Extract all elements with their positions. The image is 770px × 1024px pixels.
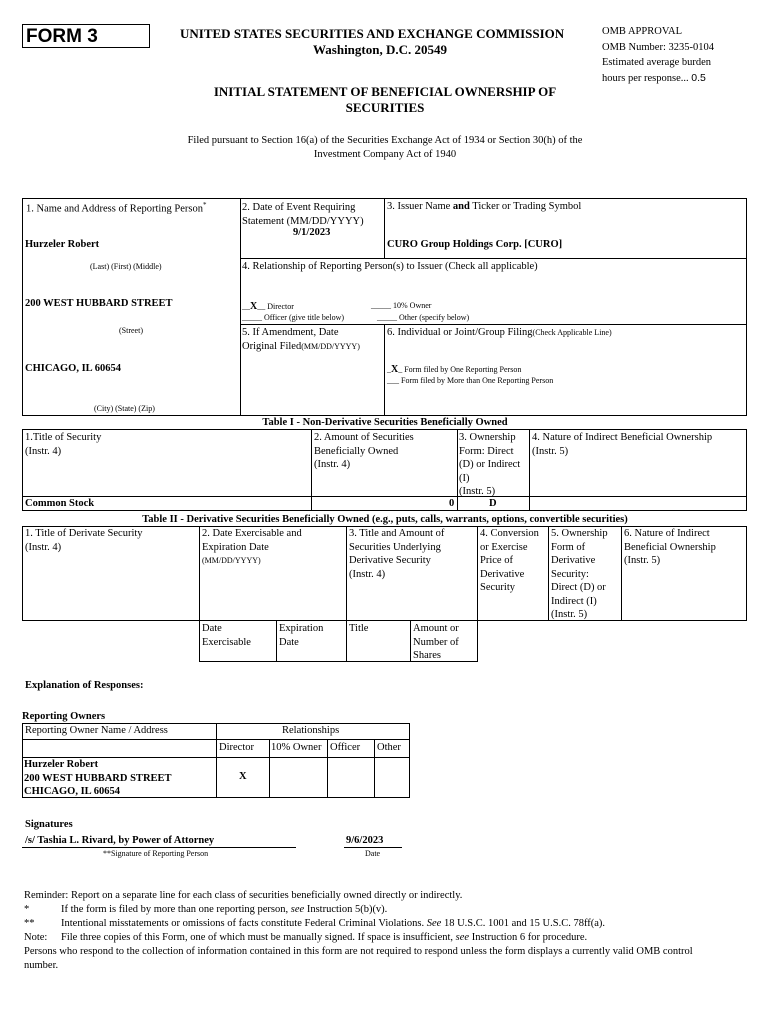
box6-label: 6. Individual or Joint/Group Filing(Check Applicable Line) <box>387 327 612 338</box>
footnotes <box>24 889 754 973</box>
reporter-street: 200 WEST HUBBARD STREET <box>25 298 173 309</box>
filed-line1: Filed pursuant to Section 16(a) of the Securities Exchange Act of 1934 or Section 30(h) of the <box>187 135 583 146</box>
multi-reporting-person-option[interactable]: ___ Form filed by More than One Reporting Person <box>387 376 554 385</box>
box1-asterisk: * <box>203 201 207 209</box>
table1-row-form: D <box>489 498 497 509</box>
owner-director-mark: X <box>239 771 247 782</box>
table1-row-amount: 0 <box>449 498 455 509</box>
owner-address <box>24 758 172 799</box>
owners-col-officer: Officer <box>330 742 361 753</box>
box2-label-line2: Statement (MM/DD/YYYY) <box>242 215 364 227</box>
ten-pct-owner-checkbox[interactable]: _____ 10% Owner <box>371 301 432 310</box>
page-title <box>0 84 770 116</box>
officer-checkbox[interactable]: _____ Officer (give title below) <box>242 313 345 322</box>
omb-burden-line1: Estimated average burden <box>602 57 712 68</box>
box6-label-small: (Check Applicable Line) <box>532 328 612 337</box>
table1-col2-header: 2. Amount of Securities Beneficially Owned (Instr. 4) <box>314 432 414 470</box>
one-person-check-mark: X <box>391 364 399 375</box>
table2-col2-format: (MM/DD/YYYY) <box>202 556 261 565</box>
footnote-star2-mark: ** <box>24 918 35 929</box>
table2-sub-expiration: Expiration Date <box>279 623 324 648</box>
table1-title: Table I - Non-Derivative Securities Beneficially Owned <box>262 417 508 428</box>
owner-name: Hurzeler Robert <box>24 759 99 770</box>
box2-label-line1: 2. Date of Event Requiring <box>242 202 356 213</box>
signatures-heading: Signatures <box>25 819 73 830</box>
table2-sub-amount: Amount or Number of Shares <box>413 623 459 661</box>
owner-street: 200 WEST HUBBARD STREET <box>24 772 172 784</box>
reporting-owners-heading: Reporting Owners <box>22 711 106 722</box>
page-title-line2: SECURITIES <box>345 100 425 115</box>
table2-col2-header: 2. Date Exercisable and Expiration Date (MM/DD/YYYY) <box>202 527 302 568</box>
table2-col6-header: 6. Nature of Indirect Beneficial Ownership (Instr. 5) <box>624 528 716 566</box>
explanation-heading: Explanation of Responses: <box>25 680 144 691</box>
box5-label-format: (MM/DD/YYYY) <box>301 341 360 351</box>
omb-burden-line2: hours per response... <box>602 72 689 84</box>
owner-city: CHICAGO, IL 60654 <box>24 786 120 797</box>
table1-col1-header: 1.Title of Security (Instr. 4) <box>25 432 102 457</box>
reporter-city: CHICAGO, IL 60654 <box>25 363 121 374</box>
one-reporting-person-option[interactable]: _X_ Form filed by One Reporting Person <box>387 364 522 375</box>
reminder-text: Reminder: Report on a separate line for each class of securities beneficially owned directly or indirectly. <box>24 890 463 901</box>
owners-col-ten-pct: 10% Owner <box>271 742 322 753</box>
signature-date: 9/6/2023 <box>346 835 384 846</box>
form-label-box <box>22 24 150 48</box>
box2-label <box>242 201 364 228</box>
footnote-note-mark: Note: <box>24 932 48 943</box>
omb-approval: OMB APPROVAL <box>602 26 683 37</box>
signature-date-caption: Date <box>365 849 381 858</box>
filed-pursuant <box>0 134 770 162</box>
footnote-note-text: File three copies of this Form, one of which must be manually signed. If space is insufficient, see Instruction 6 for procedure. <box>61 932 588 943</box>
box4-label: 4. Relationship of Reporting Person(s) to Issuer (Check all applicable) <box>242 261 538 272</box>
agency-location: Washington, D.C. 20549 <box>313 42 447 57</box>
table2-col1-header: 1. Title of Derivate Security (Instr. 4) <box>25 528 143 553</box>
table1-col3-header: 3. Ownership Form: Direct (D) or Indirect (I) (Instr. 5) <box>459 432 521 497</box>
box5-label <box>242 326 360 353</box>
signature-value: /s/ Tashia L. Rivard, by Power of Attorney <box>25 835 215 846</box>
owners-col-relationships: Relationships <box>282 725 340 736</box>
table2-col5-header: 5. Ownership Form of Derivative Security: Direct (D) or Indirect (I) (Instr. 5) <box>551 528 608 620</box>
reporter-name: Hurzeler Robert <box>25 239 100 250</box>
street-caption: (Street) <box>119 326 143 335</box>
filed-line2: Investment Company Act of 1940 <box>313 149 457 160</box>
persons-notice-line2: number. <box>24 960 59 971</box>
box5-label-line1: 5. If Amendment, Date <box>242 327 339 338</box>
omb-burden-value: 0.5 <box>691 71 706 84</box>
omb-box <box>602 24 714 86</box>
form-label: FORM 3 <box>26 26 98 47</box>
table2-col3-header: 3. Title and Amount of Securities Underlying Derivative Security (Instr. 4) <box>349 528 445 580</box>
table1-col4-header: 4. Nature of Indirect Beneficial Ownership (Instr. 5) <box>532 432 713 457</box>
page-title-line1: INITIAL STATEMENT OF BENEFICIAL OWNERSHIP OF <box>213 84 557 99</box>
signature-caption: **Signature of Reporting Person <box>103 849 209 858</box>
name-caption: (Last) (First) (Middle) <box>90 262 162 271</box>
persons-notice-line1: Persons who respond to the collection of information contained in this form are not required to respond unless the form displays a currently valid OMB control <box>24 946 693 957</box>
director-checkbox[interactable]: __X__ Director <box>242 301 294 312</box>
footnote-star1-mark: * <box>24 904 30 915</box>
owners-col-name: Reporting Owner Name / Address <box>25 725 168 736</box>
owners-col-other: Other <box>377 742 401 753</box>
table2-title: Table II - Derivative Securities Beneficially Owned (e.g., puts, calls, warrants, options, convertible securities) <box>142 514 628 525</box>
other-checkbox[interactable]: _____ Other (specify below) <box>377 313 470 322</box>
table2-sub-title: Title <box>349 623 369 634</box>
box1-label: 1. Name and Address of Reporting Person* <box>26 201 207 215</box>
table1-row-security: Common Stock <box>25 498 95 509</box>
city-caption: (City) (State) (Zip) <box>94 404 155 413</box>
event-date: 9/1/2023 <box>293 227 331 238</box>
agency-name: UNITED STATES SECURITIES AND EXCHANGE COMMISSION <box>180 26 565 41</box>
issuer-name: CURO Group Holdings Corp. [CURO] <box>387 239 563 250</box>
omb-number: OMB Number: 3235-0104 <box>602 41 714 53</box>
box3-label: 3. Issuer Name and Ticker or Trading Symbol <box>387 201 582 212</box>
box5-label-line2: Original Filed <box>242 340 302 352</box>
footnote-star2-text: Intentional misstatements or omissions of facts constitute Federal Criminal Violations. See 18 U.S.C. 1001 and 15 U.S.C. 78ff(a). <box>61 918 606 929</box>
table2-col4-header: 4. Conversion or Exercise Price of Derivative Security <box>480 528 539 593</box>
table2-sub-date-exercisable: Date Exercisable <box>202 623 251 648</box>
owners-col-director: Director <box>219 742 254 753</box>
footnote-star1-text: If the form is filed by more than one reporting person, see Instruction 5(b)(v). <box>61 904 388 915</box>
director-check-mark: X <box>250 301 258 312</box>
